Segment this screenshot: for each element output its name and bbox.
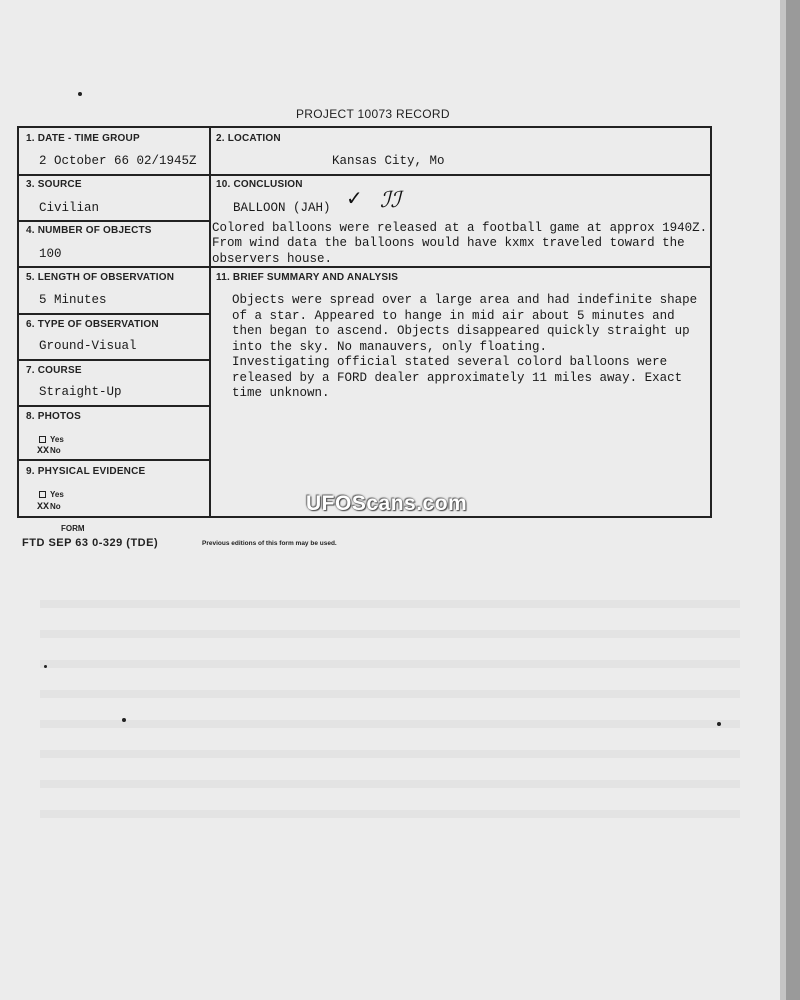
checkbox-icon bbox=[39, 436, 46, 443]
length-value: 5 Minutes bbox=[39, 293, 107, 307]
conclusion-line-2: From wind data the balloons would have kxmx traveled toward the bbox=[212, 236, 685, 250]
bleed-through-text bbox=[40, 690, 740, 698]
photos-yes-text: Yes bbox=[50, 435, 64, 444]
photos-no-text: No bbox=[50, 446, 61, 455]
date-value: 2 October 66 02/1945Z bbox=[39, 154, 197, 168]
bleed-through-text bbox=[40, 810, 740, 818]
bleed-through-text bbox=[40, 630, 740, 638]
summary-line-2: of a star. Appeared to hange in mid air about 5 minutes and bbox=[232, 309, 675, 323]
evidence-yes-text: Yes bbox=[50, 490, 64, 499]
speck bbox=[717, 722, 721, 726]
row-divider bbox=[19, 266, 210, 268]
row-divider bbox=[19, 313, 210, 315]
summary-line-7: time unknown. bbox=[232, 386, 330, 400]
speck bbox=[78, 92, 82, 96]
evidence-label: 9. PHYSICAL EVIDENCE bbox=[26, 466, 146, 477]
bleed-through-text bbox=[40, 750, 740, 758]
bleed-through-text bbox=[40, 780, 740, 788]
scanner-edge bbox=[786, 0, 800, 1000]
row-divider bbox=[19, 220, 210, 222]
watermark: UFOScans.com bbox=[306, 492, 468, 515]
checked-box-icon: XX bbox=[37, 502, 50, 513]
row-divider bbox=[19, 174, 210, 176]
type-value: Ground-Visual bbox=[39, 339, 137, 353]
row-divider bbox=[19, 359, 210, 361]
record-form bbox=[17, 126, 712, 518]
column-divider bbox=[209, 128, 211, 516]
location-value: Kansas City, Mo bbox=[332, 154, 445, 168]
summary-line-5: Investigating official stated several colord balloons were bbox=[232, 355, 668, 369]
checkbox-icon bbox=[39, 491, 46, 498]
photos-yes-option bbox=[39, 435, 64, 444]
previous-editions-note: Previous editions of this form may be used. bbox=[202, 540, 337, 547]
row-divider bbox=[209, 174, 710, 176]
conclusion-line-1: Colored balloons were released at a football game at approx 1940Z. bbox=[212, 221, 708, 235]
form-title: PROJECT 10073 RECORD bbox=[296, 107, 450, 121]
evidence-no-option bbox=[37, 502, 61, 513]
evidence-yes-option bbox=[39, 490, 64, 499]
course-label: 7. COURSE bbox=[26, 365, 82, 376]
conclusion-value: BALLOON (JAH) bbox=[233, 201, 331, 215]
conclusion-line-3: observers house. bbox=[212, 252, 333, 266]
speck bbox=[122, 718, 126, 722]
objects-label: 4. NUMBER OF OBJECTS bbox=[26, 225, 152, 236]
form-word: FORM bbox=[61, 524, 85, 533]
summary-label: 11. BRIEF SUMMARY AND ANALYSIS bbox=[216, 272, 399, 283]
summary-line-3: then began to ascend. Objects disappeared quickly straight up bbox=[232, 324, 690, 338]
objects-value: 100 bbox=[39, 247, 62, 261]
source-label: 3. SOURCE bbox=[26, 179, 82, 190]
evidence-no-text: No bbox=[50, 502, 61, 511]
checked-box-icon: XX bbox=[37, 446, 50, 457]
conclusion-label: 10. CONCLUSION bbox=[216, 179, 303, 190]
form-code: FTD SEP 63 0-329 (TDE) bbox=[22, 537, 159, 549]
type-label: 6. TYPE OF OBSERVATION bbox=[26, 319, 159, 330]
row-divider bbox=[209, 266, 710, 268]
row-divider bbox=[19, 405, 210, 407]
speck bbox=[44, 665, 47, 668]
summary-line-6: released by a FORD dealer approximately 11 miles away. Exact bbox=[232, 371, 683, 385]
length-label: 5. LENGTH OF OBSERVATION bbox=[26, 272, 175, 283]
date-label: 1. DATE - TIME GROUP bbox=[26, 133, 140, 144]
handwritten-check-icon: ✓ bbox=[346, 188, 363, 210]
photos-label: 8. PHOTOS bbox=[26, 411, 81, 422]
bleed-through-text bbox=[40, 660, 740, 668]
summary-line-4: into the sky. No manauvers, only floating. bbox=[232, 340, 548, 354]
source-value: Civilian bbox=[39, 201, 100, 215]
handwritten-initials: ℐℐ bbox=[380, 188, 401, 213]
summary-line-1: Objects were spread over a large area and had indefinite shape bbox=[232, 293, 698, 307]
bleed-through-text bbox=[40, 600, 740, 608]
row-divider bbox=[19, 459, 210, 461]
photos-no-option bbox=[37, 446, 61, 457]
course-value: Straight-Up bbox=[39, 385, 122, 399]
bleed-through-text bbox=[40, 720, 740, 728]
location-label: 2. LOCATION bbox=[216, 133, 281, 144]
